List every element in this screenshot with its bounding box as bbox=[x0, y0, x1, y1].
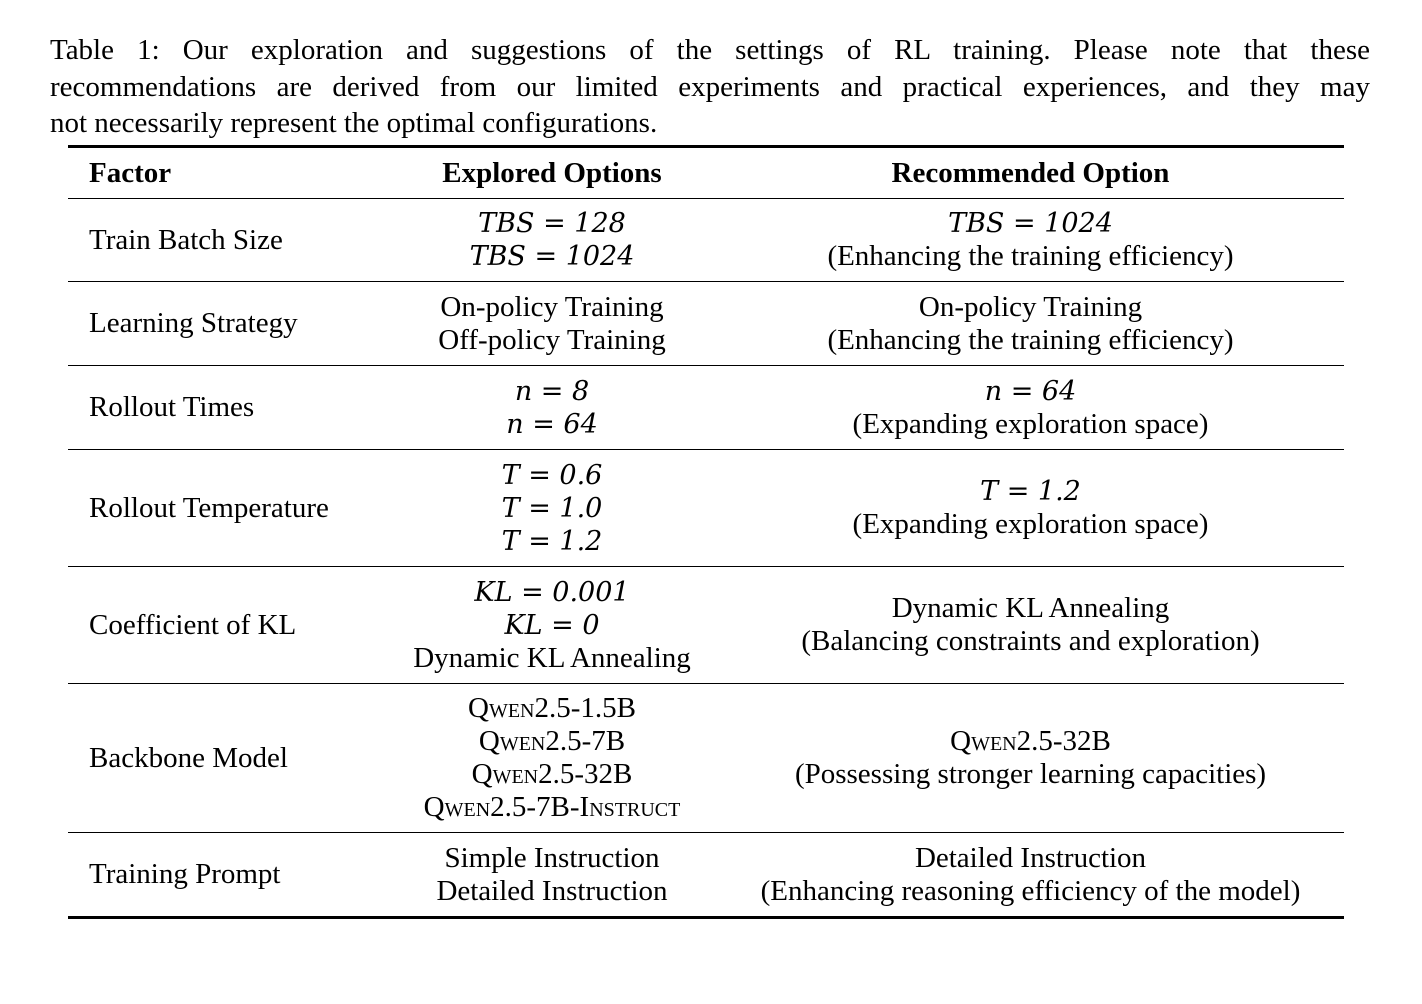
recommended-reason: (Possessing stronger learning capacities) bbox=[794, 758, 1267, 790]
settings-table bbox=[68, 145, 1344, 919]
recommended-cell bbox=[717, 833, 1344, 918]
explored-option: On-policy Training bbox=[440, 290, 664, 323]
recommended-cell bbox=[717, 282, 1344, 366]
table-row bbox=[68, 282, 1344, 366]
explored-cell bbox=[387, 567, 717, 684]
caption-line: not necessarily represent the optimal configurations. bbox=[50, 107, 658, 139]
recommended-reason: (Balancing constraints and exploration) bbox=[801, 625, 1260, 657]
factor-cell: Coefficient of KL bbox=[68, 567, 387, 684]
explored-option: T = 0.6 bbox=[501, 459, 603, 491]
explored-cell bbox=[387, 199, 717, 282]
explored-option: KL = 0 bbox=[504, 609, 600, 641]
explored-option: Qwen2.5-1.5B bbox=[468, 692, 636, 724]
factor-cell: Learning Strategy bbox=[68, 282, 387, 366]
table-row bbox=[68, 684, 1344, 833]
explored-option: Dynamic KL Annealing bbox=[413, 641, 691, 674]
recommended-option: n = 64 bbox=[984, 375, 1077, 407]
recommended-reason: (Expanding exploration space) bbox=[852, 508, 1209, 540]
table-row bbox=[68, 567, 1344, 684]
explored-option: TBS = 128 bbox=[478, 208, 626, 239]
recommended-option: Dynamic KL Annealing bbox=[891, 592, 1170, 624]
table-row bbox=[68, 199, 1344, 282]
recommended-reason: (Enhancing the training efficiency) bbox=[827, 240, 1234, 272]
recommended-cell bbox=[717, 684, 1344, 833]
recommended-cell bbox=[717, 366, 1344, 450]
explored-option: TBS = 1024 bbox=[469, 241, 635, 272]
explored-option: Qwen2.5-7B-Instruct bbox=[423, 791, 681, 823]
explored-option: KL = 0.001 bbox=[474, 576, 630, 608]
explored-cell bbox=[387, 684, 717, 833]
explored-cell bbox=[387, 366, 717, 450]
explored-cell bbox=[387, 450, 717, 567]
recommended-option: Qwen2.5-32B bbox=[950, 725, 1111, 757]
recommended-option: T = 1.2 bbox=[980, 476, 1081, 507]
factor-cell: Training Prompt bbox=[68, 833, 387, 918]
factor-cell: Rollout Times bbox=[68, 366, 387, 450]
table-header-row bbox=[68, 147, 1344, 199]
explored-option: n = 8 bbox=[514, 375, 590, 407]
explored-option: Simple Instruction bbox=[444, 841, 660, 874]
recommended-option: On-policy Training bbox=[918, 290, 1143, 323]
header-recommended-option: Recommended Option bbox=[717, 147, 1344, 199]
factor-cell: Rollout Temperature bbox=[68, 450, 387, 567]
recommended-reason: (Expanding exploration space) bbox=[852, 407, 1209, 440]
recommended-reason: (Enhancing the training efficiency) bbox=[827, 323, 1234, 356]
header-factor: Factor bbox=[68, 147, 387, 199]
recommended-cell bbox=[717, 450, 1344, 567]
table-row bbox=[68, 833, 1344, 918]
table-caption bbox=[50, 32, 1370, 142]
table-row bbox=[68, 366, 1344, 450]
explored-option: T = 1.2 bbox=[501, 525, 603, 557]
explored-option: Qwen2.5-32B bbox=[471, 758, 633, 790]
explored-option: Off-policy Training bbox=[438, 323, 666, 356]
caption-line: recommendations are derived from our limited experiments and practical experiences, and they may bbox=[50, 70, 1370, 103]
recommended-reason: (Enhancing reasoning efficiency of the model) bbox=[760, 874, 1301, 907]
explored-option: Detailed Instruction bbox=[436, 874, 668, 907]
recommended-option: TBS = 1024 bbox=[948, 208, 1113, 239]
recommended-option: Detailed Instruction bbox=[914, 841, 1147, 874]
caption-line: Table 1: Our exploration and suggestions of the settings of RL training. Please note that these bbox=[50, 34, 1370, 66]
explored-cell bbox=[387, 282, 717, 366]
explored-option: T = 1.0 bbox=[501, 492, 603, 524]
factor-cell: Train Batch Size bbox=[68, 199, 387, 282]
explored-option: Qwen2.5-7B bbox=[478, 725, 626, 757]
recommended-cell bbox=[717, 567, 1344, 684]
factor-cell: Backbone Model bbox=[68, 684, 387, 833]
table-row bbox=[68, 450, 1344, 567]
explored-option: n = 64 bbox=[506, 408, 598, 440]
recommended-cell bbox=[717, 199, 1344, 282]
explored-cell bbox=[387, 833, 717, 918]
header-explored-options: Explored Options bbox=[387, 147, 717, 199]
